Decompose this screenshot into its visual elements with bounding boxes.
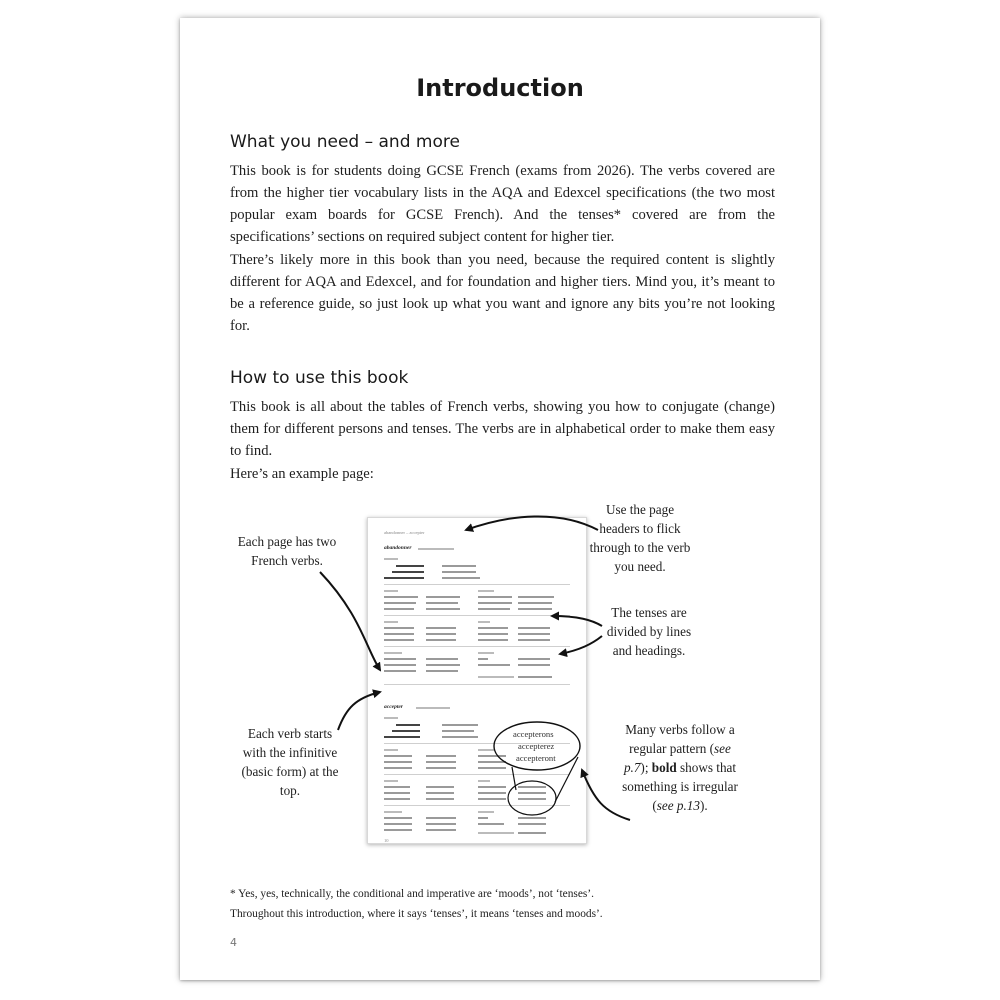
paragraph-intro-2: There’s likely more in this book than you need, because the required content is slightly different for AQA and Edexcel, and for foundation and higher tiers. Mind you, it’s meant to be a reference guide, so just look up what you want and ignore any bits you’re not looking for.	[230, 252, 775, 334]
paragraph-how-1: This book is all about the tables of French verbs, showing you how to conjugate (change) them for different persons and tenses. The verbs are in alphabetical order to make them easy to find.	[230, 399, 775, 459]
arrow-to-tense-line-1	[552, 616, 602, 626]
arrow-to-page-header	[466, 516, 598, 530]
annotation-page-headers: Use the page headers to flick through to the verb you need.	[589, 502, 691, 574]
book-page	[180, 18, 820, 980]
section-heading-how-to-use: How to use this book	[230, 368, 409, 388]
arrow-to-tense-line-2	[560, 636, 602, 654]
arrow-to-circle	[582, 770, 630, 820]
annotation-tenses-divided: The tenses are divided by lines and headings.	[606, 605, 692, 658]
page-number: 4	[230, 936, 237, 949]
annotation-each-page: Each page has two French verbs.	[237, 534, 337, 568]
annotation-arrows	[180, 18, 820, 980]
footnote	[230, 884, 790, 924]
page-title: Introduction	[416, 74, 584, 102]
circled-form-2: accepterez	[518, 741, 555, 751]
annotation-many-verbs: Many verbs follow a regular pattern (see p.7); bold shows that something is irregular (see p.13).	[622, 722, 738, 813]
thumbnail-page-number: 10	[384, 838, 389, 843]
footnote-line-2: Throughout this introduction, where it says ‘tenses’, it means ‘tenses and moods’.	[230, 908, 603, 920]
arrow-to-infinitive	[338, 692, 380, 730]
footnote-line-1: * Yes, yes, technically, the conditional and imperative are ‘moods’, not ‘tenses’.	[230, 888, 594, 900]
circled-form-1: accepterons	[513, 729, 554, 739]
magnified-circle	[494, 722, 580, 770]
annotation-each-verb: Each verb starts with the infinitive (basic form) at the top.	[241, 726, 339, 798]
thumbnail-verb-1: abandonner	[384, 545, 412, 551]
paragraph-how-2: Here’s an example page:	[230, 466, 374, 482]
arrow-to-verb-1	[320, 572, 380, 670]
section-heading-what-you-need: What you need – and more	[230, 132, 460, 152]
thumbnail-header: abandonner – accepter	[384, 530, 425, 535]
thumbnail-verb-2: accepter	[384, 704, 403, 710]
circled-form-3: accepteront	[516, 753, 556, 763]
paragraph-intro-1: This book is for students doing GCSE French (exams from 2026). The verbs covered are from the higher tier vocabulary lists in the AQA and Edexcel specifications (the two most popular exam boards for GCSE French). And the tenses* covered are from the specifications’ sections on required subject content for higher tier.	[230, 163, 775, 245]
